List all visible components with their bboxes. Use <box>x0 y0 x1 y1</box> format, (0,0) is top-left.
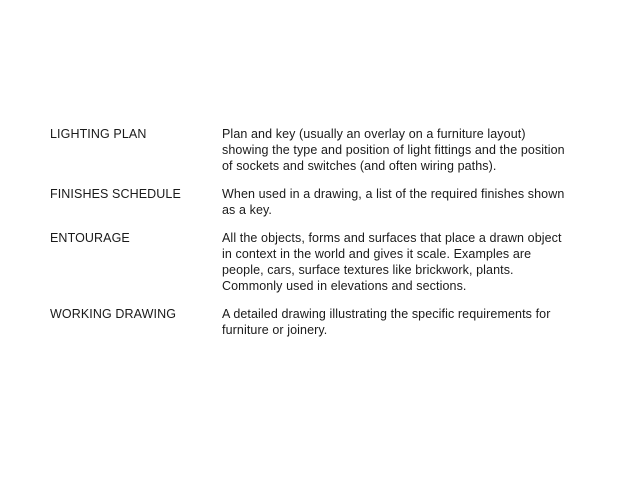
glossary-term: ENTOURAGE <box>50 231 130 245</box>
glossary-list <box>50 126 590 338</box>
definition-line: furniture or joinery. <box>222 323 328 337</box>
glossary-definition <box>222 230 582 294</box>
glossary-entry-working-drawing <box>50 306 590 338</box>
definition-line: A detailed drawing illustrating the specific requirements for <box>222 307 551 321</box>
definition-line: When used in a drawing, a list of the required finishes shown <box>222 187 565 201</box>
glossary-term: FINISHES SCHEDULE <box>50 187 181 201</box>
definition-line: showing the type and position of light fittings and the position <box>222 143 565 157</box>
definition-line: people, cars, surface textures like brickwork, plants. <box>222 263 514 277</box>
glossary-term: WORKING DRAWING <box>50 307 177 321</box>
glossary-entry-lighting-plan <box>50 126 590 174</box>
definition-line: in context in the world and gives it scale. Examples are <box>222 247 532 261</box>
definition-line: Plan and key (usually an overlay on a furniture layout) <box>222 127 526 141</box>
glossary-term: LIGHTING PLAN <box>50 127 147 141</box>
glossary-definition <box>222 126 582 174</box>
definition-line: of sockets and switches (and often wiring paths). <box>222 159 497 173</box>
definition-line: Commonly used in elevations and sections. <box>222 279 467 293</box>
glossary-entry-entourage <box>50 230 590 294</box>
definition-line: All the objects, forms and surfaces that place a drawn object <box>222 231 562 245</box>
definition-line: as a key. <box>222 203 272 217</box>
glossary-definition <box>222 306 582 338</box>
glossary-definition <box>222 186 582 218</box>
glossary-entry-finishes-schedule <box>50 186 590 218</box>
